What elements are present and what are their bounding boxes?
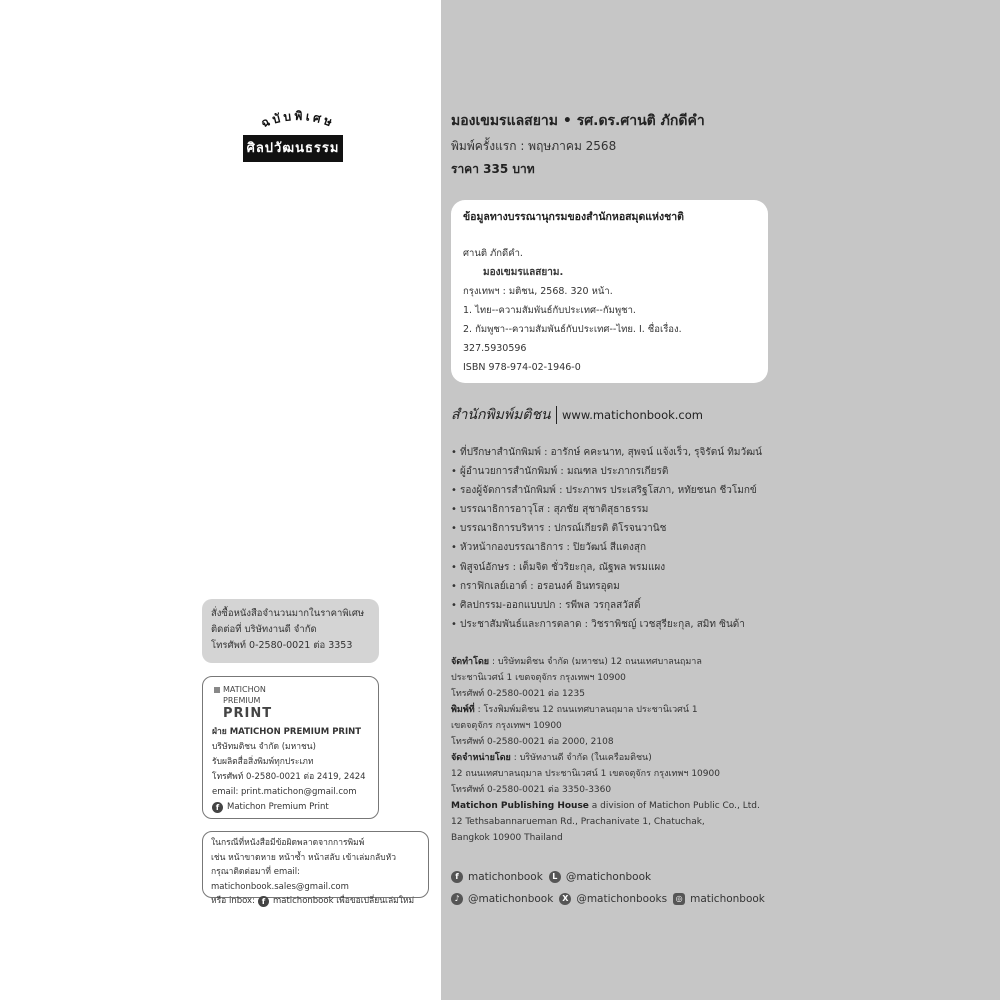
staff-item: • บรรณาธิการบริหาร : ปกรณ์เกียรติ ติโรจนวานิช bbox=[451, 519, 811, 538]
social-instagram-label: matichonbook bbox=[690, 893, 765, 905]
print-phone: โทรศัพท์ 0-2580-0021 ต่อ 2419, 2424 bbox=[212, 772, 366, 782]
logo-line-2: PREMIUM bbox=[223, 696, 261, 705]
staff-item: • หัวหน้ากองบรรณาธิการ : ปิยวัฒน์ สีแตงสุก bbox=[451, 538, 811, 557]
print-facebook[interactable] bbox=[212, 800, 369, 815]
print-facebook-label: Matichon Premium Print bbox=[227, 802, 329, 812]
staff-item: • พิสูจน์อักษร : เต็มจิต ชั่วริยะกุล, ณัฐพล พรมแผง bbox=[451, 558, 811, 577]
social-facebook[interactable] bbox=[451, 871, 543, 883]
facebook-icon: f bbox=[451, 871, 463, 883]
bulk-order-phone: โทรศัพท์ 0-2580-0021 ต่อ 3353 bbox=[211, 640, 353, 651]
social-facebook-label: matichonbook bbox=[468, 871, 543, 883]
print-service: รับผลิตสื่อสิ่งพิมพ์ทุกประเภท bbox=[212, 757, 314, 767]
x-icon: X bbox=[559, 893, 571, 905]
social-x[interactable] bbox=[559, 893, 667, 905]
staff-item: • ผู้อำนวยการสำนักพิมพ์ : มณฑล ประภากรเกียรติ bbox=[451, 462, 811, 481]
premium-print-box bbox=[202, 676, 379, 819]
catalog-isbn: ISBN 978-974-02-1946-0 bbox=[463, 362, 581, 373]
social-line-label: @matichonbook bbox=[565, 871, 652, 883]
distributor-text: : บริษัทงานดี จำกัด (ในเครือมติชน) bbox=[513, 753, 652, 763]
catalog-title: มองเขมรแลสยาม. bbox=[483, 267, 564, 278]
printer-line-2: เขตจตุจักร กรุงเทพฯ 10900 bbox=[451, 721, 562, 731]
special-edition-badge bbox=[238, 105, 358, 165]
publisher-logo-row bbox=[451, 404, 703, 426]
publishing-house-line bbox=[451, 798, 791, 814]
error-line-3: กรุณาติดต่อมาที่ email: matichonbook.sales@gmail.com bbox=[211, 867, 349, 892]
price: ราคา 335 บาท bbox=[451, 162, 535, 176]
social-row-1 bbox=[451, 866, 771, 888]
printer-text: : โรงพิมพ์มติชน 12 ถนนเทศบาลนฤมาล ประชานิเวศน์ 1 bbox=[477, 705, 698, 715]
catalog-heading: ข้อมูลทางบรรณานุกรมของสำนักหอสมุดแห่งชาติ bbox=[463, 211, 684, 223]
social-row-2 bbox=[451, 888, 771, 910]
logo-line-1: MATICHON bbox=[223, 685, 266, 694]
social-x-label: @matichonbooks bbox=[576, 893, 668, 905]
english-address-2: Bangkok 10900 Thailand bbox=[451, 833, 563, 843]
instagram-icon: ◎ bbox=[673, 893, 685, 905]
distributor-label: จัดจำหน่ายโดย bbox=[451, 753, 511, 763]
premium-print-logo bbox=[212, 683, 369, 725]
social-instagram[interactable] bbox=[673, 893, 765, 905]
catalog-author: ศานติ ภักดีคำ. bbox=[463, 248, 523, 259]
facebook-icon: f bbox=[258, 896, 269, 907]
logo-divider bbox=[556, 406, 558, 424]
staff-item: • ที่ปรึกษาสำนักพิมพ์ : อารักษ์ คคะนาท, สุพจน์ แจ้งเร็ว, รุจิรัตน์ ทิมวัฒน์ bbox=[451, 443, 811, 462]
logo-line-3: PRINT bbox=[223, 706, 273, 721]
catalog-subject-1: 1. ไทย--ความสัมพันธ์กับประเทศ--กัมพูชา. bbox=[463, 305, 636, 316]
publishing-house-name: Matichon Publishing House bbox=[451, 801, 589, 811]
publisher-info bbox=[451, 654, 791, 846]
social-tiktok-label: @matichonbook bbox=[468, 893, 554, 905]
staff-item: • ศิลปกรรม-ออกแบบปก : รพีพล วรกุลสวัสดิ์ bbox=[451, 596, 811, 615]
printer-label: พิมพ์ที่ bbox=[451, 705, 475, 715]
staff-item: • บรรณาธิการอาวุโส : สุภชัย สุชาติสุธาธรรม bbox=[451, 500, 811, 519]
error-line-1: ในกรณีที่หนังสือมีข้อผิดพลาดจากการพิมพ์ bbox=[211, 838, 365, 848]
producer-line-2: ประชานิเวศน์ 1 เขตจตุจักร กรุงเทพฯ 10900 bbox=[451, 673, 626, 683]
error-inbox-label: หรือ inbox: bbox=[211, 896, 255, 906]
facebook-icon: f bbox=[212, 802, 223, 813]
catalog-imprint: กรุงเทพฯ : มติชน, 2568. 320 หน้า. bbox=[463, 286, 613, 297]
badge-arc-text bbox=[238, 105, 358, 139]
staff-list bbox=[451, 443, 811, 634]
publisher-url[interactable]: www.matichonbook.com bbox=[562, 408, 703, 422]
english-address-1: 12 Tethsabannarueman Rd., Prachanivate 1, Chatuchak, bbox=[451, 817, 705, 827]
printer-line-1 bbox=[451, 702, 791, 718]
producer-line-1 bbox=[451, 654, 791, 670]
bulk-order-box bbox=[202, 599, 379, 663]
social-line[interactable] bbox=[549, 871, 651, 883]
distributor-line-2: 12 ถนนเทศบาลนฤมาล ประชานิเวศน์ 1 เขตจตุจักร กรุงเทพฯ 10900 bbox=[451, 769, 720, 779]
staff-item: • ประชาสัมพันธ์และการตลาด : วิชราพิชญ์ เวชสุรียะกุล, สมิท ซินด้า bbox=[451, 615, 811, 634]
tiktok-icon: ♪ bbox=[451, 893, 463, 905]
bulk-order-contact: ติดต่อที่ บริษัทงานดี จำกัด bbox=[211, 624, 317, 635]
line-icon: L bbox=[549, 871, 561, 883]
print-error-notice bbox=[202, 831, 429, 906]
bulk-order-line: สั่งซื้อหนังสือจำนวนมากในราคาพิเศษ bbox=[211, 608, 365, 619]
svg-text:ฉบับพิเศษ: ฉบับพิเศษ bbox=[259, 108, 337, 131]
badge-label: ศิลปวัฒนธรรม bbox=[243, 135, 343, 162]
edition-info: พิมพ์ครั้งแรก : พฤษภาคม 2568 bbox=[451, 139, 617, 153]
printer-line-3: โทรศัพท์ 0-2580-0021 ต่อ 2000, 2108 bbox=[451, 737, 614, 747]
print-company: บริษัทมติชน จำกัด (มหาชน) bbox=[212, 742, 316, 752]
publishing-house-desc: a division of Matichon Public Co., Ltd. bbox=[588, 801, 760, 811]
matichon-logo: สำนักพิมพ์มติชน bbox=[451, 407, 551, 423]
social-tiktok[interactable] bbox=[451, 893, 553, 905]
book-title-author: มองเขมรแลสยาม • รศ.ดร.ศานติ ภักดีคำ bbox=[451, 113, 705, 129]
distributor-line-3: โทรศัพท์ 0-2580-0021 ต่อ 3350-3360 bbox=[451, 785, 612, 795]
print-email[interactable]: email: print.matichon@gmail.com bbox=[212, 787, 357, 797]
error-line-4 bbox=[211, 894, 420, 909]
catalog-subject-2: 2. กัมพูชา--ความสัมพันธ์กับประเทศ--ไทย. I. ชื่อเรื่อง. bbox=[463, 324, 682, 335]
catalog-classification: 327.5930596 bbox=[463, 343, 527, 354]
producer-line-3: โทรศัพท์ 0-2580-0021 ต่อ 1235 bbox=[451, 689, 585, 699]
cataloging-data-box bbox=[451, 200, 768, 383]
staff-item: • รองผู้จัดการสำนักพิมพ์ : ประภาพร ประเสริฐโสภา, หทัยชนก ชีวโมกข์ bbox=[451, 481, 811, 500]
staff-item: • กราฟิกเลย์เอาต์ : อรอนงค์ อินทรอุดม bbox=[451, 577, 811, 596]
print-dept: ฝ่าย MATICHON PREMIUM PRINT bbox=[212, 727, 362, 737]
logo-square-icon bbox=[214, 687, 220, 693]
producer-text: : บริษัทมติชน จำกัด (มหาชน) 12 ถนนเทศบาลนฤมาล bbox=[491, 657, 702, 667]
distributor-line-1 bbox=[451, 750, 791, 766]
producer-label: จัดทำโดย bbox=[451, 657, 490, 667]
social-links bbox=[451, 866, 771, 910]
error-inbox-text: matichonbook เพื่อขอเปลี่ยนเล่มใหม่ bbox=[272, 896, 415, 906]
error-line-2: เช่น หน้าขาดหาย หน้าซ้ำ หน้าสลับ เข้าเล่มกลับหัว bbox=[211, 852, 396, 863]
